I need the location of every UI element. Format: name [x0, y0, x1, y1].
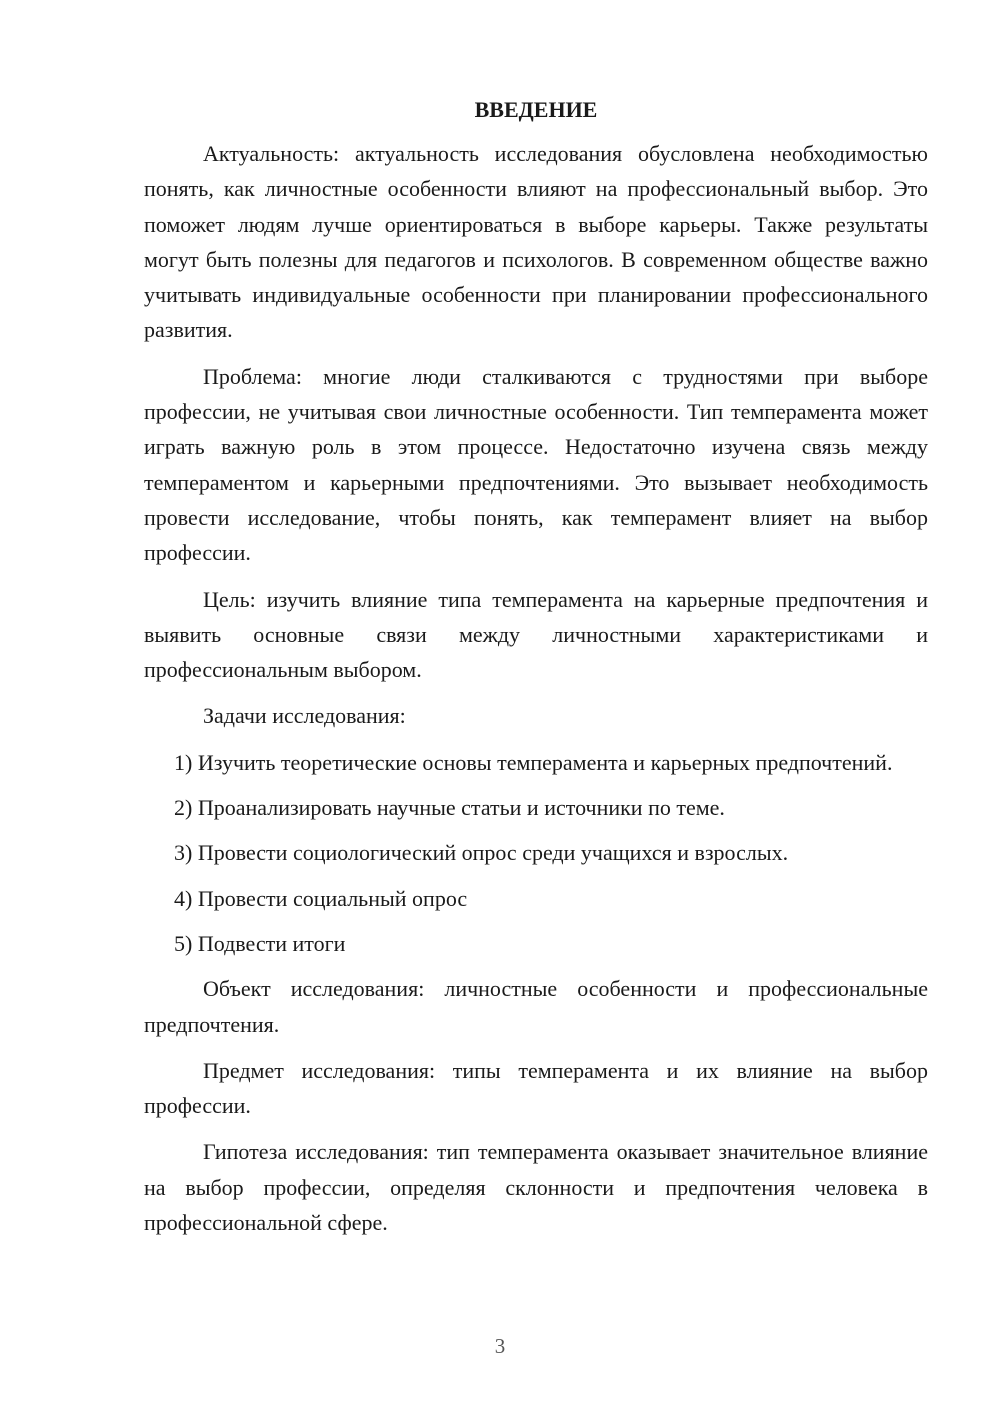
task-item-1: 1) Изучить теоретические основы темперамента и карьерных предпочтений.	[174, 749, 893, 775]
subject-paragraph: Предмет исследования: типы темперамента и их влияние на выбор профессии.	[144, 1057, 928, 1119]
task-item-2: 2) Проанализировать научные статьи и источники по теме.	[174, 795, 725, 821]
task-item-3: 3) Провести социологический опрос среди учащихся и взрослых.	[174, 840, 789, 866]
section-heading: ВВЕДЕНИЕ	[474, 97, 598, 122]
relevance-paragraph: Актуальность: актуальность исследования обусловлена необходимостью понять, как личностные особенности влияют на профессиональный выбор. Это поможет людям лучше ориентироваться в выборе карьеры. Также результаты могут быть полезны для педагогов и психологов. В современном обществе важно учитывать индивидуальные особенности при планировании профессионального развития.	[144, 141, 928, 343]
page-number: 3	[494, 1334, 506, 1358]
problem-paragraph: Проблема: многие люди сталкиваются с трудностями при выборе профессии, не учитывая свои личностные особенности. Тип темперамента может играть важную роль в этом процессе. Недостаточно изучена связь между темпераментом и карьерными предпочтениями. Это вызывает необходимость провести исследование, чтобы понять, как темперамент влияет на выбор профессии.	[144, 363, 928, 566]
goal-paragraph: Цель: изучить влияние типа темперамента на карьерные предпочтения и выявить основные связи между личностными характеристиками и профессиональным выбором.	[144, 586, 928, 683]
task-list	[144, 745, 928, 961]
hypothesis-paragraph: Гипотеза исследования: тип темперамента оказывает значительное влияние на выбор профессии, определяя склонности и предпочтения человека в профессиональной сфере.	[144, 1139, 928, 1236]
object-paragraph: Объект исследования: личностные особенности и профессиональные предпочтения.	[144, 976, 928, 1037]
page-content	[144, 92, 928, 1251]
task-item-5: 5) Подвести итоги	[174, 930, 346, 956]
tasks-heading: Задачи исследования:	[203, 703, 406, 729]
task-item-4: 4) Провести социальный опрос	[174, 885, 468, 911]
